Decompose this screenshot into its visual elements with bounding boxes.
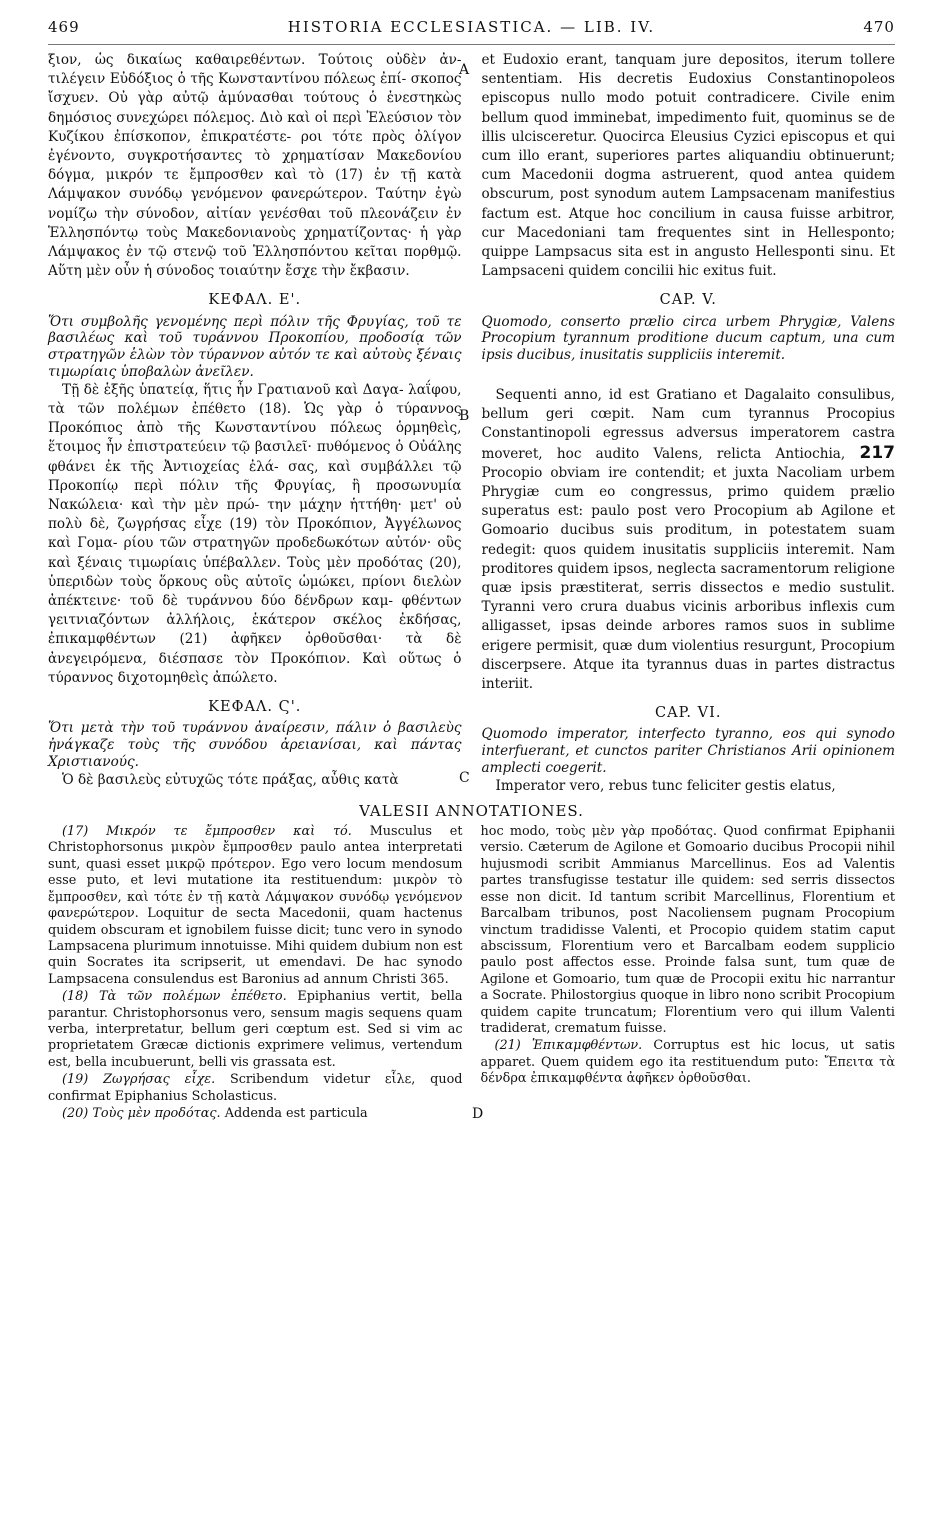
latin-column bbox=[474, 51, 896, 796]
greek-chapter-6-heading: ΚΕΦΑΛ. Ϛ'. bbox=[208, 699, 302, 716]
note-18 bbox=[48, 989, 463, 1071]
right-page-number: 470 bbox=[863, 18, 895, 36]
page-reference-number: 217 bbox=[859, 442, 895, 463]
greek-chapter-5-summary: Ὅτι συμβολῆς γενομένης περὶ πόλιν τῆς Φρυγίας, τοῦ τε βασιλέως καὶ τοῦ τυράννου Προκοπίου, προδοσίᾳ τῶν στρατηγῶν ἑλὼν τὸν τύραννον αὐτόν τε καὶ αὐτοὺς ξέναις τιμωρίαις ὑποβαλὼν ἀνεῖλεν. bbox=[48, 313, 462, 381]
running-header bbox=[48, 18, 895, 45]
margin-letter-a: A bbox=[459, 62, 470, 78]
note-17 bbox=[48, 824, 463, 988]
note-20 bbox=[48, 1106, 463, 1122]
note-17-text: Musculus et Christophorsonus μικρὸν ἔμπροσθεν paulo antea interpretati sunt, quasi esset μικρῷ πρότερον. Ego vero locum mendosum esse puto, et levi mutatione ita restituendum: μικρὸν τὸ ἔμπροσθεν, καὶ τότε ἐν τῇ κατὰ Λάμψακον συνόδῳ γενόμενον φανερώτερον. Loquitur de secta Macedonii, quam hactenus quidem obscuram et ignobilem fuisse dicit; tunc vero in synodo Lampsacena plurimum innotuisse. Mihi quidem dubium non est quin Socrates ita scripserit, ut emendavi. De hac synodo Lampsacena consulendus est Baronius ad annum Christi 365. bbox=[48, 824, 463, 987]
note-21 bbox=[481, 1038, 896, 1087]
note-20-text: Addenda est particula bbox=[224, 1105, 368, 1121]
note-19-text: Scribendum videtur εἷλε, quod confirmat Epiphanius Scholasticus. bbox=[48, 1072, 463, 1104]
note-20-continued: hoc modo, τοὺς μὲν γὰρ προδότας. Quod confirmat Epiphanii versio. Cæterum de Agilone et Gomoario ducibus Procopii nihil hujusmodi scribit Ammianus Marcellinus. Eos ad Valentis partes transfugisse testatur ille quidem: sed serris dissectos esse non dicit. Id tantum scribit Marcellinus, Florentium et Barcalbam tribunos, post Nacoliensem pugnam Procopium vinctum tradidisse Valenti, et Procopio quidem statim caput abscissum, Florentium vero et Barcalbam eodem supplicio paulo post affectos esse. Proinde falsa sunt, tum quæ de Agilone et Gomoario, tum quæ de Procopii exitu hic narrantur a Socrate. Philostorgius quoque in libro nono scribit Procopium quidem capite truncatum; Florentium vero qui illum Valenti tradiderat, crematum fuisse. bbox=[480, 824, 895, 1036]
note-19 bbox=[48, 1072, 463, 1105]
greek-chapter-6-summary: Ὅτι μετὰ τὴν τοῦ τυράννου ἀναίρεσιν, πάλιν ὁ βασιλεὺς ἠνάγκαζε τοὺς τῆς συνόδου ἀρειανίσαι, καὶ πάντας Χριστιανούς. bbox=[48, 720, 462, 770]
margin-letter-b: B bbox=[459, 408, 470, 424]
left-page-number: 469 bbox=[48, 18, 80, 36]
annotations-left-column bbox=[48, 824, 473, 1123]
annotations bbox=[48, 824, 895, 1123]
latin-chapter-6-heading: CAP. VI. bbox=[655, 705, 722, 722]
greek-chapter-5-heading: ΚΕΦΑΛ. Ε'. bbox=[208, 292, 302, 309]
greek-paragraph-3: Ὁ δὲ βασιλεὺς εὐτυχῶς τότε πράξας, αὖθις κατὰ bbox=[62, 771, 399, 788]
note-21-lemma: (21) Ἐπικαμφθέντων. bbox=[494, 1038, 643, 1054]
note-18-text: Epiphanius vertit, bella parantur. Christophorsonus vero, sensum magis sequens quam verba, interpretatur, bellum geri cœptum est. Sed si vim ac proprietatem Græcæ dictionis exprimere velimus, vertendum est, bella incubuerunt, belli vis grassata est. bbox=[48, 989, 463, 1070]
latin-paragraph-2b: Procopio obviam ire contendit; et juxta Nacoliam urbem Phrygiæ cum eo congressus, primo quidem prælio superatus est: paulo post vero Procopium ab Agilone et Gomoario ducibus suis proditum, in potestatem suam redegit: quos quidem inusitatis suppliciis interemit. Nam proditores quidem ipsos, neglecta sacramentorum religione quæ ipsis præstiterat, serris dissectos e medio sustulit. Tyranni vero crura duabus vicinis arboribus inflexis cum alligasset, ipsas deinde arbores ramos suos in sublime erigere permisit, quæ dum violentius resurgunt, Procopium discerpsere. Atque ita tyrannus duas in partes distractus interiit. bbox=[481, 464, 895, 693]
latin-chapter-5-summary: Quomodo, conserto prælio circa urbem Phrygiæ, Valens Procopium tyrannum proditione ducum captum, una cum ipsis ducibus, inusitatis suppliciis interemit. bbox=[481, 313, 895, 364]
greek-column bbox=[48, 51, 474, 796]
margin-letter-d: D bbox=[472, 1106, 484, 1122]
annotations-right-column bbox=[473, 824, 896, 1123]
latin-chapter-6-summary: Quomodo imperator, interfecto tyranno, eos qui synodo interfuerant, et cunctos pariter Christianos Arii opinionem amplecti coegerit. bbox=[481, 726, 895, 777]
note-18-lemma: (18) Τὰ τῶν πολέμων ἐπέθετο. bbox=[62, 989, 287, 1005]
note-21-text: Corruptus est hic locus, ut satis apparet. Quem quidem ego ita restituendum puto: Ἔπειτα τὰ δένδρα ἐπικαμφθέντα ἀφῆκεν ὀρθοῦσθαι. bbox=[480, 1038, 895, 1087]
note-19-lemma: (19) Ζωγρήσας εἶχε. bbox=[62, 1072, 216, 1088]
greek-paragraph-2: Τῇ δὲ ἑξῆς ὑπατείᾳ, ἥτις ἦν Γρατιανοῦ καὶ Δαγα- λαΐφου, τὰ τῶν πολέμων ἐπέθετο (18). Ὡς γὰρ ὁ τύραννος Προκόπιος ἀπὸ τῆς Κωνσταντίνου πόλεως ὁρμηθεὶς, ἕτοιμος ἦν ἐπιστρατεύειν τῷ βασιλεῖ· πυθόμενος ὁ Οὐάλης φθάνει ἐκ τῆς Ἀντιοχείας ἐλά- σας, καὶ συμβάλλει τῷ Προκοπίῳ περὶ πόλιν τῆς Φρυγίας, ἣ προσωνυμία Νακώλεια· καὶ τὴν μὲν πρώ- την μάχην ἡττήθη· μετ' οὐ πολὺ δὲ, ζωγρήσας εἶχε (19) τὸν Προκόπιον, Ἀγγέλωνος καὶ Γομα- ρίου τῶν στρατηγῶν προδεδωκότων αὐτόν· οὓς καὶ ξέναις τιμωρίαις ὑπέβαλλεν. Τοὺς μὲν προδότας (20), ὑπεριδὼν τοὺς ὅρκους οὓς αὐτοῖς ὡμώκει, πρίονι διελὼν ἀπέκτεινε· τοῦ δὲ τυράννου δύο δένδρων καμ- φθέντων γειτνιαζόντων ἀλλήλοις, ἑκάτερον σκέλος ἐκδήσας, ἐπικαμφθέντων (21) ἀφῆκεν ὀρθοῦσθαι· τὰ δὲ ἀνεγειρόμενα, διέσπασε τὸν Προκόπιον. Καὶ οὕτως ὁ τύραννος διχοτομηθεὶς ἀπώλετο. bbox=[48, 381, 462, 686]
note-20-lemma: (20) Τοὺς μὲν προδότας. bbox=[62, 1105, 221, 1121]
greek-paragraph-1: ξιον, ὡς δικαίως καθαιρεθέντων. Τούτοις οὐδὲν ἀν- τιλέγειν Εὐδόξιος ὁ τῆς Κωνσταντίνου πόλεως ἐπί- σκοπος ἴσχυεν. Οὐ γὰρ αὐτῷ ἀμύνασθαι τούτους ὁ ἐνεστηκὼς δημόσιος συνεχώρει πόλεμος. Διὸ καὶ οἱ περὶ Ἐλεύσιον τὸν Κυζίκου ἐπίσκοπον, ἐπικρατέστε- ροι τότε πρὸς ὀλίγον ἐγένοντο, συγκροτήσαντες τὸ χρηματίσαν Μακεδονίου δόγμα, μικρόν τε ἔμπροσθεν καὶ τὸ (17) ἐν τῇ κατὰ Λάμψακον συνόδῳ γενόμενον φανερώτερον. Ταύτην ἐγὼ νομίζω τὴν σύνοδον, αἰτίαν γενέσθαι τοῦ πλεονάζειν ἐν Ἑλλησπόντῳ τοὺς Μακεδονιανοὺς χρηματίζοντας· ἡ γὰρ Λάμψακος ἐν τῷ στενῷ τοῦ Ἑλλησπόντου κεῖται πορθμῷ. Αὕτη μὲν οὖν ἡ σύνοδος τοιαύτην ἔσχε τὴν ἔκβασιν. bbox=[48, 52, 462, 280]
latin-paragraph-3: Imperator vero, rebus tunc feliciter gestis elatus, bbox=[495, 777, 836, 794]
latin-paragraph-1: et Eudoxio erant, tanquam jure depositos, iterum tollere sententiam. His decretis Eudoxius Constantinopoleos episcopus nullo modo potuit contradicere. Civile enim bellum quod imminebat, impedimento fuit, quominus se de illis ulcisceretur. Quocirca Eleusius Cyzici episcopus et qui cum illo erant, superiores partes aliquandiu obtinuerunt; cum Macedonii dogma astruerent, quod antea quidem obscurum, post synodum autem Lampsacenam manifestius factum est. Atque hoc concilium in causa fuisse arbitror, cur Macedoniani tam frequentes sint in Hellesponto; quippe Lampsacus sita est in angusto Hellesponti sinu. Et Lampsaceni quidem concilii hic exitus fuit. bbox=[481, 52, 895, 280]
margin-letter-c: C bbox=[459, 770, 470, 786]
latin-chapter-5-heading: CAP. V. bbox=[659, 292, 717, 309]
running-title: HISTORIA ECCLESIASTICA. — LIB. IV. bbox=[287, 18, 656, 36]
latin-paragraph-2a: Sequenti anno, id est Gratiano et Dagalaito consulibus, bellum geri cœpit. Nam cum tyrannus Procopius Constantinopoli egressus adversus imperatorem castra moveret, hoc audito Valens, relicta Antiochia, bbox=[481, 387, 895, 462]
note-17-lemma: (17) Μικρόν τε ἔμπροσθεν καὶ τό. bbox=[62, 824, 352, 840]
notes-title: VALESII ANNOTATIONES. bbox=[359, 802, 584, 821]
latin-paragraph-2 bbox=[482, 386, 896, 694]
